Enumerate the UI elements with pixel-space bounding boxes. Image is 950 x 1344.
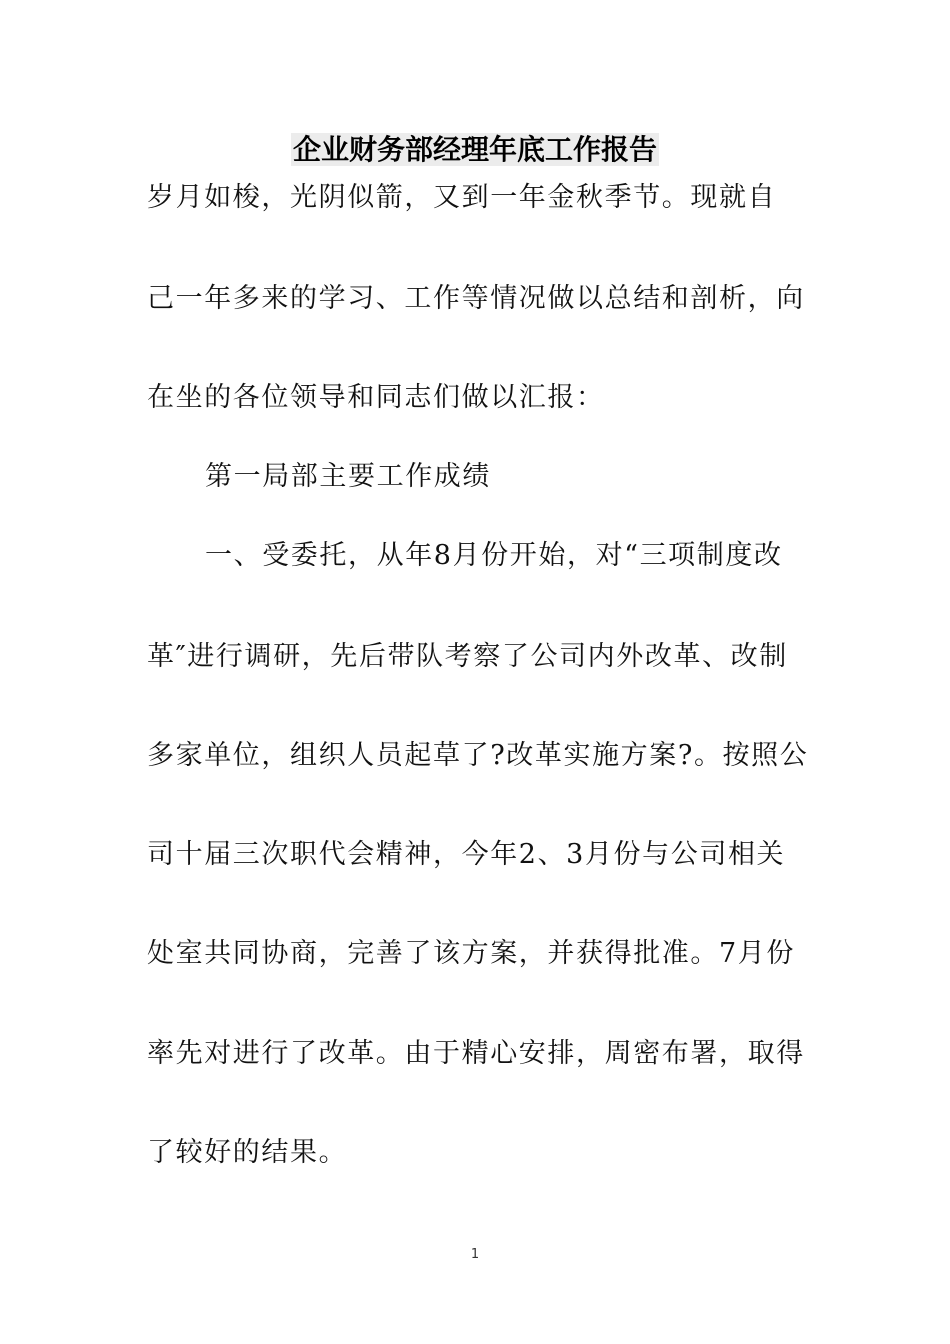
body-line-7: 多家单位，组织人员起草了?改革实施方案?。按照公 xyxy=(147,740,809,771)
body-line-2: 己一年多来的学习、工作等情况做以总结和剖析，向 xyxy=(147,283,805,314)
body-line-9: 处室共同协商，完善了该方案，并获得批准。7月份 xyxy=(147,938,795,969)
body-line-11: 了较好的结果。 xyxy=(147,1137,348,1168)
body-line-8: 司十届三次职代会精神，今年2、3月份与公司相关 xyxy=(147,839,786,870)
body-line-3: 在坐的各位领导和同志们做以汇报： xyxy=(147,382,605,413)
document-title-text: 企业财务部经理年底工作报告 xyxy=(292,133,657,166)
body-line-10: 率先对进行了改革。由于精心安排，周密布署，取得 xyxy=(147,1038,805,1069)
body-line-6: 革″进行调研，先后带队考察了公司内外改革、改制 xyxy=(147,641,788,672)
document-title xyxy=(0,130,950,170)
body-line-5: 一、受委托，从年8月份开始，对“三项制度改 xyxy=(205,540,783,571)
section-heading: 第一局部主要工作成绩 xyxy=(205,461,491,492)
page-number: 1 xyxy=(470,1247,480,1262)
body-line-1: 岁月如梭，光阴似箭，又到一年金秋季节。现就自 xyxy=(147,182,777,213)
